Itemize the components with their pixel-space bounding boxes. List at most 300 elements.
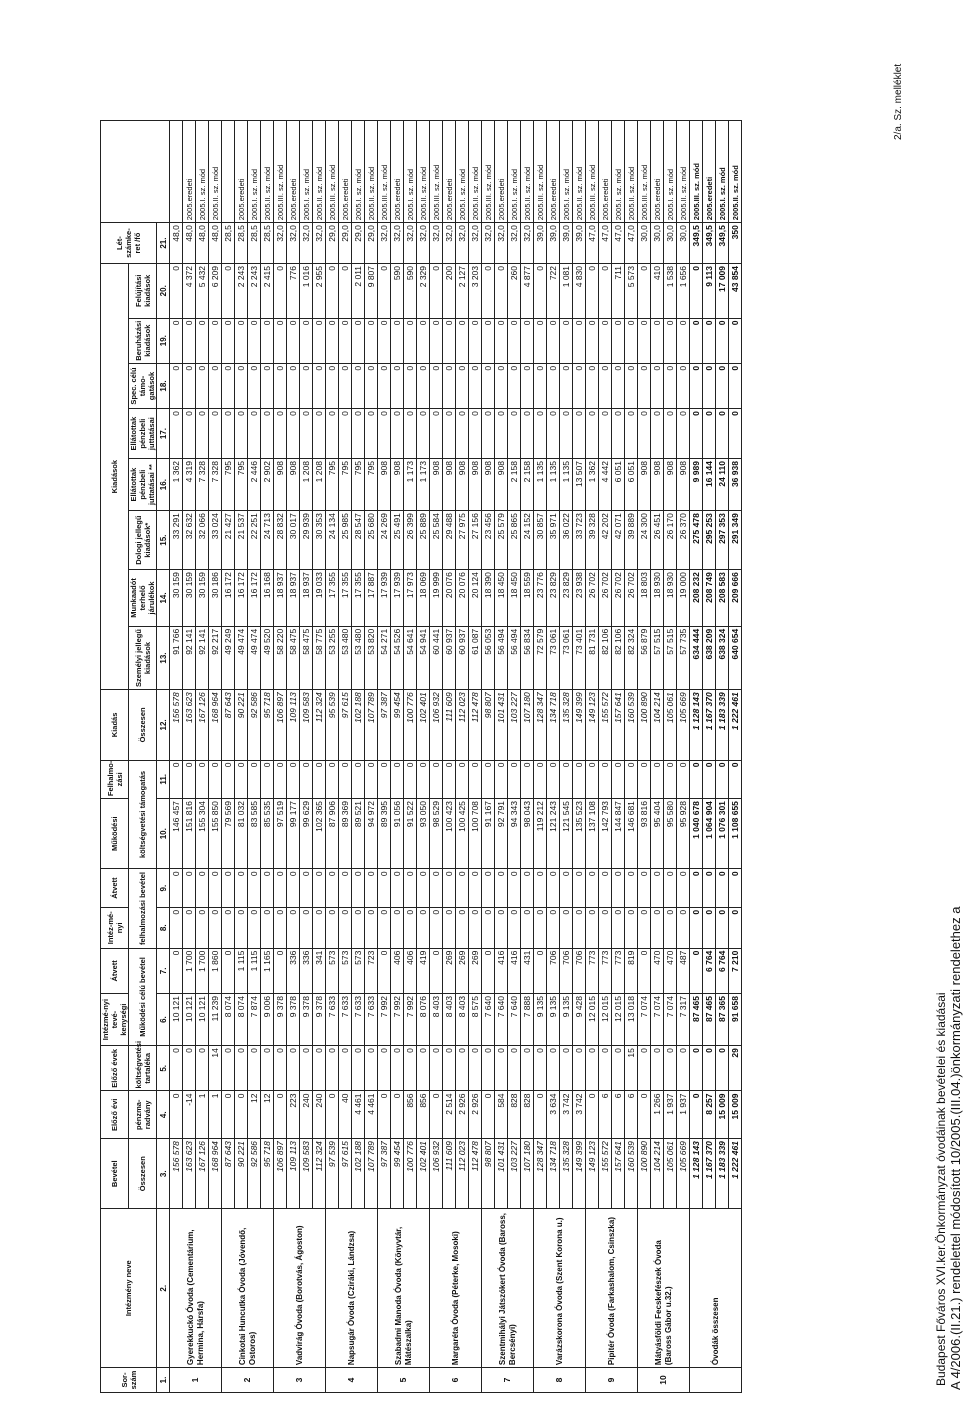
value-cell: 1 128 143 <box>690 690 703 760</box>
value-cell: 1 173 <box>417 459 430 511</box>
value-cell: 0 <box>560 869 573 908</box>
value-cell: 18 450 <box>495 570 508 627</box>
value-cell: 25 889 <box>417 511 430 570</box>
value-cell: 240 <box>300 1091 313 1139</box>
value-cell: 109 113 <box>287 1139 300 1209</box>
value-cell: 91 522 <box>404 799 417 869</box>
value-cell: 0 <box>170 318 183 363</box>
value-cell: 0 <box>521 1046 534 1091</box>
value-cell: 0 <box>339 363 352 408</box>
value-cell: 81 731 <box>586 626 599 689</box>
value-cell: 48,0 <box>196 223 209 264</box>
table-row <box>365 121 378 1393</box>
document-subtitle: Budapest Főváros XVI.ker.Önkormányzat óvodáinak bevételei és kiadásai <box>934 992 948 1386</box>
value-cell: 0 <box>391 907 404 948</box>
institution-name: Margaréta Óvoda (Péterke, Mosoki) <box>430 1209 482 1368</box>
value-cell: 0 <box>599 318 612 363</box>
value-cell: 0 <box>430 760 443 799</box>
value-cell: 0 <box>703 869 716 908</box>
value-cell: 109 583 <box>300 1139 313 1209</box>
value-cell: 828 <box>521 1091 534 1139</box>
table-row <box>326 121 339 1393</box>
table-row <box>612 121 625 1393</box>
column-number: 4. <box>157 1091 170 1139</box>
table-row <box>482 121 495 1393</box>
institution-name: Napsugár Óvoda (Cziráki, Lándzsa) <box>326 1209 378 1368</box>
value-cell: 706 <box>547 948 560 993</box>
value-cell: 0 <box>729 363 742 408</box>
value-cell: 0 <box>612 409 625 459</box>
value-cell: 0 <box>521 409 534 459</box>
value-cell: 349,5 <box>716 223 729 264</box>
value-cell: 90 221 <box>235 690 248 760</box>
value-cell: 47,0 <box>586 223 599 264</box>
value-cell: 0 <box>638 1046 651 1091</box>
value-cell: 32,0 <box>404 223 417 264</box>
value-cell: 167 126 <box>196 1139 209 1209</box>
version-label: 2005.III. sz. mód <box>690 121 703 223</box>
value-cell: 0 <box>716 760 729 799</box>
value-cell: 7 633 <box>365 994 378 1046</box>
value-cell: 0 <box>612 907 625 948</box>
value-cell: 47,0 <box>612 223 625 264</box>
value-cell: 2 955 <box>313 263 326 318</box>
value-cell: 1 208 <box>313 459 326 511</box>
value-cell: 0 <box>313 363 326 408</box>
value-cell: 23 829 <box>560 570 573 627</box>
version-label: 2005.II. sz. mód <box>261 121 274 223</box>
value-cell: 87 643 <box>222 1139 235 1209</box>
value-cell: 160 539 <box>625 690 638 760</box>
value-cell: 0 <box>326 363 339 408</box>
value-cell: 3 203 <box>469 263 482 318</box>
value-cell: 0 <box>560 1046 573 1091</box>
value-cell: 638 209 <box>703 626 716 689</box>
value-cell: 155 304 <box>196 799 209 869</box>
version-label: 2005.II. sz. mód <box>469 121 482 223</box>
table-row <box>222 121 235 1393</box>
value-cell: 0 <box>209 760 222 799</box>
value-cell: 26 170 <box>664 511 677 570</box>
value-cell: 0 <box>560 363 573 408</box>
col-atvett-1: Átvett <box>101 948 129 993</box>
value-cell: 0 <box>534 318 547 363</box>
value-cell: 112 023 <box>456 1139 469 1209</box>
value-cell: 706 <box>560 948 573 993</box>
value-cell: 91 766 <box>170 626 183 689</box>
value-cell: 17 355 <box>339 570 352 627</box>
value-cell: 0 <box>274 948 287 993</box>
col-felujitas: Felújítási kiadások <box>129 263 157 318</box>
value-cell: 91 167 <box>482 799 495 869</box>
table-row <box>443 121 456 1393</box>
value-cell: 134 718 <box>547 690 560 760</box>
value-cell: 7 640 <box>508 994 521 1046</box>
value-cell: 0 <box>729 409 742 459</box>
value-cell: 98 529 <box>430 799 443 869</box>
value-cell: 1 167 370 <box>703 690 716 760</box>
value-cell: 2 158 <box>521 459 534 511</box>
value-cell: 0 <box>235 760 248 799</box>
value-cell: 53 480 <box>352 626 365 689</box>
value-cell: 83 585 <box>248 799 261 869</box>
version-label: 2005.II. sz. mód <box>209 121 222 223</box>
value-cell: 0 <box>417 409 430 459</box>
column-number: 18. <box>157 363 170 408</box>
row-number: 7 <box>482 1368 534 1393</box>
value-cell: 0 <box>352 409 365 459</box>
value-cell: 29,0 <box>352 223 365 264</box>
version-label: 2005.eredeti <box>339 121 352 223</box>
value-cell: 142 793 <box>599 799 612 869</box>
col-mukodesi: Működési <box>101 799 129 869</box>
value-cell: 146 681 <box>625 799 638 869</box>
value-cell: 908 <box>287 459 300 511</box>
value-cell: 0 <box>261 907 274 948</box>
value-cell: 18 803 <box>638 570 651 627</box>
table-row <box>430 121 443 1393</box>
value-cell: 0 <box>378 948 391 993</box>
column-number: 8. <box>157 907 170 948</box>
value-cell: 0 <box>339 263 352 318</box>
value-cell: 0 <box>521 869 534 908</box>
value-cell: 4 372 <box>183 263 196 318</box>
col-osszesen: Összesen <box>129 1139 157 1209</box>
value-cell: 18 450 <box>508 570 521 627</box>
value-cell: 49 474 <box>248 626 261 689</box>
value-cell: 57 515 <box>664 626 677 689</box>
value-cell: 0 <box>612 318 625 363</box>
value-cell: 25 491 <box>391 511 404 570</box>
value-cell: 1 115 <box>248 948 261 993</box>
value-cell: 0 <box>703 409 716 459</box>
value-cell: 9 378 <box>287 994 300 1046</box>
value-cell: 1 <box>196 1091 209 1139</box>
value-cell: 0 <box>456 318 469 363</box>
value-cell: 8 403 <box>430 994 443 1046</box>
value-cell: 0 <box>495 318 508 363</box>
value-cell: 0 <box>417 907 430 948</box>
value-cell: 102 188 <box>352 1139 365 1209</box>
value-cell: 416 <box>508 948 521 993</box>
value-cell: 32,0 <box>508 223 521 264</box>
value-cell: 2 902 <box>261 459 274 511</box>
value-cell: 100 890 <box>638 1139 651 1209</box>
attachment-label: 2/a. Sz. melléklet <box>893 63 904 140</box>
value-cell: 111 609 <box>443 1139 456 1209</box>
value-cell: 25 985 <box>339 511 352 570</box>
value-cell: 40 <box>339 1091 352 1139</box>
value-cell: 0 <box>196 1046 209 1091</box>
value-cell: 26 370 <box>677 511 690 570</box>
value-cell: 8 074 <box>222 994 235 1046</box>
column-number: 12. <box>157 690 170 760</box>
value-cell: 4 830 <box>573 263 586 318</box>
value-cell: 8 403 <box>443 994 456 1046</box>
value-cell: 908 <box>469 459 482 511</box>
value-cell: 0 <box>729 869 742 908</box>
value-cell: 0 <box>300 869 313 908</box>
value-cell: 240 <box>313 1091 326 1139</box>
value-cell: 95 718 <box>261 690 274 760</box>
value-cell: 297 353 <box>716 511 729 570</box>
value-cell: 32,0 <box>287 223 300 264</box>
value-cell: 0 <box>677 907 690 948</box>
value-cell: 26 702 <box>612 570 625 627</box>
value-cell: 0 <box>677 363 690 408</box>
value-cell: 0 <box>443 363 456 408</box>
value-cell: 0 <box>521 760 534 799</box>
institution-name: Gyerekkuckó Óvoda (Cementárium, Hermina, Hársfa) <box>170 1209 222 1368</box>
value-cell: 0 <box>235 907 248 948</box>
value-cell: 87 906 <box>326 799 339 869</box>
value-cell: 0 <box>378 869 391 908</box>
value-cell: 7 074 <box>651 994 664 1046</box>
version-label: 2005.eredeti <box>183 121 196 223</box>
value-cell: 98 043 <box>521 799 534 869</box>
value-cell: 112 324 <box>313 690 326 760</box>
value-cell: 7 074 <box>664 994 677 1046</box>
value-cell: 94 343 <box>508 799 521 869</box>
value-cell: 48,0 <box>183 223 196 264</box>
value-cell: 18 930 <box>664 570 677 627</box>
col-ellatottak-penzbeli: Ellátottak pénzbeli juttatásai <box>129 409 157 459</box>
value-cell: 573 <box>352 948 365 993</box>
value-cell: 2 127 <box>456 263 469 318</box>
value-cell: 21 427 <box>222 511 235 570</box>
value-cell: 160 539 <box>625 1139 638 1209</box>
value-cell: 0 <box>378 1091 391 1139</box>
value-cell: 23 938 <box>573 570 586 627</box>
value-cell: 24 152 <box>521 511 534 570</box>
value-cell: 89 395 <box>378 799 391 869</box>
value-cell: 155 572 <box>599 690 612 760</box>
value-cell: 0 <box>690 869 703 908</box>
value-cell: 24 713 <box>261 511 274 570</box>
col-spec: Spec. célú támo-gatások <box>129 363 157 408</box>
value-cell: 0 <box>352 318 365 363</box>
value-cell: 590 <box>404 263 417 318</box>
value-cell: 0 <box>222 1091 235 1139</box>
value-cell: 29 <box>729 1046 742 1091</box>
value-cell: 0 <box>482 907 495 948</box>
value-cell: 1 183 339 <box>716 1139 729 1209</box>
value-cell: 0 <box>274 760 287 799</box>
value-cell: 0 <box>547 907 560 948</box>
col-szemelyi: Személyi jellegű kiadások <box>129 626 157 689</box>
version-label: 2005.II. sz. mód <box>313 121 326 223</box>
value-cell: 0 <box>534 409 547 459</box>
version-label: 2005.I. sz. mód <box>196 121 209 223</box>
column-number: 6. <box>157 994 170 1046</box>
value-cell: 410 <box>651 263 664 318</box>
value-cell: 42 202 <box>599 511 612 570</box>
value-cell: 26 702 <box>586 570 599 627</box>
value-cell: 0 <box>391 363 404 408</box>
col-kiadasok: Kiadások <box>101 263 129 689</box>
table-row <box>313 121 326 1393</box>
value-cell: 2 926 <box>456 1091 469 1139</box>
value-cell: 36 022 <box>560 511 573 570</box>
value-cell: 32,0 <box>469 223 482 264</box>
value-cell: 17 355 <box>326 570 339 627</box>
value-cell: 0 <box>248 318 261 363</box>
value-cell: 0 <box>547 409 560 459</box>
value-cell: 0 <box>690 948 703 993</box>
value-cell: 0 <box>443 869 456 908</box>
value-cell: 573 <box>339 948 352 993</box>
version-label: 2005.III. sz. mód <box>326 121 339 223</box>
value-cell: 0 <box>248 1046 261 1091</box>
value-cell: 908 <box>677 459 690 511</box>
value-cell: 0 <box>339 869 352 908</box>
version-label: 2005.III. sz. mód <box>534 121 547 223</box>
table-row <box>651 121 664 1393</box>
value-cell: 0 <box>261 363 274 408</box>
institution-name: Varázskorona Óvoda (Szent Korona u.) <box>534 1209 586 1368</box>
table-row <box>352 121 365 1393</box>
value-cell: 100 423 <box>443 799 456 869</box>
value-cell: 15 <box>625 1046 638 1091</box>
value-cell: 0 <box>326 409 339 459</box>
value-cell: 406 <box>404 948 417 993</box>
value-cell: 0 <box>170 760 183 799</box>
value-cell: 0 <box>235 869 248 908</box>
table-row <box>261 121 274 1393</box>
version-label: 2005.eredeti <box>651 121 664 223</box>
value-cell: 13 018 <box>625 994 638 1046</box>
value-cell: 0 <box>703 907 716 948</box>
value-cell: 58 220 <box>274 626 287 689</box>
value-cell: 6 209 <box>209 263 222 318</box>
value-cell: 134 718 <box>547 1139 560 1209</box>
value-cell: 0 <box>196 409 209 459</box>
col-koltsegvetesi-tartalek: költségvetési tartaléka <box>129 1046 157 1091</box>
value-cell: 92 141 <box>196 626 209 689</box>
value-cell: 773 <box>586 948 599 993</box>
value-cell: 4 461 <box>352 1091 365 1139</box>
value-cell: 0 <box>430 907 443 948</box>
value-cell: 7 074 <box>638 994 651 1046</box>
value-cell: 431 <box>521 948 534 993</box>
value-cell: 0 <box>599 363 612 408</box>
value-cell: 0 <box>534 1091 547 1139</box>
value-cell: 97 615 <box>339 1139 352 1209</box>
value-cell: 0 <box>547 318 560 363</box>
value-cell: 1 538 <box>664 263 677 318</box>
value-cell: 137 108 <box>586 799 599 869</box>
value-cell: 0 <box>456 869 469 908</box>
value-cell: 102 401 <box>417 1139 430 1209</box>
value-cell: 0 <box>430 869 443 908</box>
value-cell: 1 128 143 <box>690 1139 703 1209</box>
row-number: 1 <box>170 1368 222 1393</box>
value-cell: 0 <box>651 409 664 459</box>
table-row <box>573 121 586 1393</box>
value-cell: 1 135 <box>547 459 560 511</box>
value-cell: 0 <box>183 318 196 363</box>
value-cell: 92 586 <box>248 690 261 760</box>
value-cell: 487 <box>677 948 690 993</box>
value-cell: 9 006 <box>261 994 274 1046</box>
value-cell: 4 319 <box>183 459 196 511</box>
value-cell: 29 939 <box>300 511 313 570</box>
value-cell: 0 <box>703 760 716 799</box>
column-number: 11. <box>157 760 170 799</box>
col-bevetel: Bevétel <box>101 1139 129 1209</box>
value-cell: 1 108 655 <box>729 799 742 869</box>
value-cell: 0 <box>560 907 573 948</box>
value-cell: 104 214 <box>651 690 664 760</box>
value-cell: 39,0 <box>560 223 573 264</box>
value-cell: 0 <box>209 409 222 459</box>
value-cell: 18 069 <box>417 570 430 627</box>
value-cell: 32,0 <box>274 223 287 264</box>
value-cell: 2 926 <box>469 1091 482 1139</box>
value-cell: 0 <box>456 907 469 948</box>
value-cell: 0 <box>339 760 352 799</box>
value-cell: 0 <box>690 409 703 459</box>
value-cell: 260 <box>508 263 521 318</box>
value-cell: 269 <box>456 948 469 993</box>
value-cell: 0 <box>326 263 339 318</box>
value-cell: 5 432 <box>196 263 209 318</box>
version-label: 2005.I. sz. mód <box>248 121 261 223</box>
value-cell: 0 <box>482 1091 495 1139</box>
value-cell: 8 076 <box>417 994 430 1046</box>
value-cell: 0 <box>170 263 183 318</box>
value-cell: 0 <box>170 907 183 948</box>
value-cell: 30,0 <box>677 223 690 264</box>
value-cell: 0 <box>391 318 404 363</box>
value-cell: 47,0 <box>625 223 638 264</box>
value-cell: 0 <box>313 760 326 799</box>
value-cell: 0 <box>534 760 547 799</box>
col-beruhazas: Beruházási kiadások <box>129 318 157 363</box>
value-cell: 7 640 <box>482 994 495 1046</box>
value-cell: 21 537 <box>235 511 248 570</box>
value-cell: 19 000 <box>677 570 690 627</box>
value-cell: 106 932 <box>430 690 443 760</box>
value-cell: 36 938 <box>729 459 742 511</box>
value-cell: 32,0 <box>495 223 508 264</box>
value-cell: 0 <box>222 409 235 459</box>
institution-name: Óvodák összesen <box>690 1209 742 1368</box>
value-cell: 6 <box>625 1091 638 1139</box>
value-cell: 773 <box>599 948 612 993</box>
value-cell: 0 <box>521 907 534 948</box>
value-cell: 0 <box>547 760 560 799</box>
value-cell: 0 <box>482 760 495 799</box>
value-cell: 1 700 <box>196 948 209 993</box>
value-cell: 105 061 <box>664 1139 677 1209</box>
value-cell: 776 <box>287 263 300 318</box>
value-cell: 4 877 <box>521 263 534 318</box>
value-cell: 0 <box>222 869 235 908</box>
value-cell: 0 <box>482 1046 495 1091</box>
value-cell: 0 <box>313 907 326 948</box>
value-cell: 0 <box>586 869 599 908</box>
value-cell: 0 <box>287 760 300 799</box>
table-row <box>703 121 716 1393</box>
table-row <box>300 121 313 1393</box>
institution-name: Cinkotai Huncutka Óvoda (Jóvendő, Ostoros) <box>222 1209 274 1368</box>
value-cell: 0 <box>638 363 651 408</box>
value-cell: 0 <box>235 318 248 363</box>
value-cell: 7 992 <box>378 994 391 1046</box>
table-row <box>274 121 287 1393</box>
value-cell: 93 050 <box>417 799 430 869</box>
